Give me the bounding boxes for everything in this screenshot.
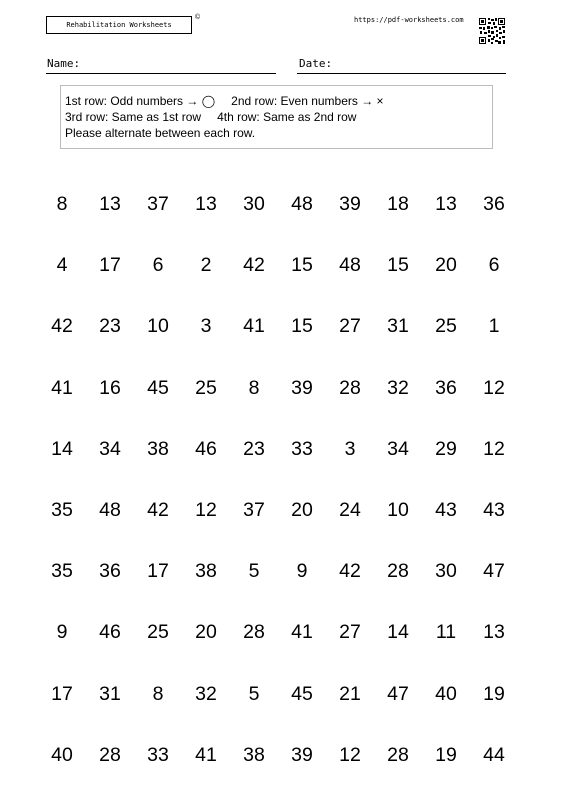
number-cell[interactable]: 32 [195, 682, 217, 705]
number-cell[interactable]: 41 [51, 376, 73, 399]
number-cell[interactable]: 33 [291, 437, 313, 460]
number-cell[interactable]: 36 [99, 560, 121, 583]
number-cell[interactable]: 41 [243, 315, 265, 338]
number-cell[interactable]: 9 [296, 560, 308, 583]
date-label: Date: [299, 57, 333, 70]
number-cell[interactable]: 44 [483, 743, 505, 766]
instructions-box [60, 85, 493, 149]
instruction-row3: 3rd row: Same as 1st row [65, 110, 202, 124]
number-cell[interactable]: 20 [435, 254, 457, 277]
instruction-line-1 [65, 93, 492, 109]
number-cell[interactable]: 8 [56, 193, 68, 216]
number-cell[interactable]: 36 [483, 193, 505, 216]
number-cell[interactable]: 38 [243, 743, 265, 766]
number-cell[interactable]: 38 [195, 560, 217, 583]
number-cell[interactable]: 28 [387, 743, 409, 766]
number-cell[interactable]: 17 [99, 254, 121, 277]
number-cell[interactable]: 45 [147, 376, 169, 399]
number-cell[interactable]: 41 [195, 743, 217, 766]
number-cell[interactable]: 30 [243, 193, 265, 216]
instruction-row2: 2nd row: Even numbers → × [231, 94, 384, 108]
number-cell[interactable]: 6 [488, 254, 500, 277]
number-cell[interactable]: 41 [291, 621, 313, 644]
copyright-symbol: © [195, 14, 201, 21]
number-cell[interactable]: 24 [339, 499, 361, 522]
number-grid [38, 174, 518, 786]
number-cell[interactable]: 43 [435, 499, 457, 522]
number-cell[interactable]: 39 [291, 743, 313, 766]
number-cell[interactable]: 39 [339, 193, 361, 216]
qr-code-icon [479, 18, 505, 44]
number-cell[interactable]: 33 [147, 743, 169, 766]
number-cell[interactable]: 17 [147, 560, 169, 583]
number-cell[interactable]: 39 [291, 376, 313, 399]
number-cell[interactable]: 17 [51, 682, 73, 705]
number-cell[interactable]: 9 [56, 621, 68, 644]
number-cell[interactable]: 12 [339, 743, 361, 766]
number-cell[interactable]: 37 [147, 193, 169, 216]
number-cell[interactable]: 28 [243, 621, 265, 644]
number-cell[interactable]: 42 [147, 499, 169, 522]
number-cell[interactable]: 5 [248, 560, 260, 583]
number-cell[interactable]: 6 [152, 254, 164, 277]
number-cell[interactable]: 46 [99, 621, 121, 644]
number-cell[interactable]: 12 [483, 376, 505, 399]
number-cell[interactable]: 3 [344, 437, 356, 460]
number-cell[interactable]: 28 [339, 376, 361, 399]
number-cell[interactable]: 42 [51, 315, 73, 338]
number-cell[interactable]: 13 [195, 193, 217, 216]
number-cell[interactable]: 40 [435, 682, 457, 705]
number-cell[interactable]: 31 [99, 682, 121, 705]
number-cell[interactable]: 27 [339, 315, 361, 338]
number-cell[interactable]: 10 [387, 499, 409, 522]
number-cell[interactable]: 48 [99, 499, 121, 522]
number-cell[interactable]: 34 [387, 437, 409, 460]
worksheet-title: Rehabilitation Worksheets [46, 16, 192, 34]
number-cell[interactable]: 8 [152, 682, 164, 705]
number-cell[interactable]: 14 [51, 437, 73, 460]
number-cell[interactable]: 8 [248, 376, 260, 399]
number-cell[interactable]: 36 [435, 376, 457, 399]
number-cell[interactable]: 35 [51, 499, 73, 522]
number-cell[interactable]: 46 [195, 437, 217, 460]
number-cell[interactable]: 28 [99, 743, 121, 766]
number-cell[interactable]: 3 [200, 315, 212, 338]
number-cell[interactable]: 12 [483, 437, 505, 460]
number-cell[interactable]: 10 [147, 315, 169, 338]
number-cell[interactable]: 25 [147, 621, 169, 644]
number-cell[interactable]: 30 [435, 560, 457, 583]
number-cell[interactable]: 25 [435, 315, 457, 338]
name-label: Name: [47, 57, 81, 70]
number-cell[interactable]: 31 [387, 315, 409, 338]
number-cell[interactable]: 25 [195, 376, 217, 399]
number-cell[interactable]: 40 [51, 743, 73, 766]
number-cell[interactable]: 5 [248, 682, 260, 705]
number-cell[interactable]: 15 [291, 254, 313, 277]
number-cell[interactable]: 16 [99, 376, 121, 399]
number-cell[interactable]: 38 [147, 437, 169, 460]
number-cell[interactable]: 20 [195, 621, 217, 644]
number-cell[interactable]: 2 [200, 254, 212, 277]
number-cell[interactable]: 47 [483, 560, 505, 583]
number-cell[interactable]: 34 [99, 437, 121, 460]
instruction-line-3: Please alternate between each row. [65, 126, 256, 140]
instruction-line-2 [65, 109, 492, 125]
number-cell[interactable]: 29 [435, 437, 457, 460]
number-cell[interactable]: 32 [387, 376, 409, 399]
number-cell[interactable]: 15 [387, 254, 409, 277]
number-cell[interactable]: 23 [243, 437, 265, 460]
number-cell[interactable]: 48 [339, 254, 361, 277]
number-cell[interactable]: 18 [387, 193, 409, 216]
date-field[interactable] [297, 73, 506, 74]
number-cell[interactable]: 19 [435, 743, 457, 766]
number-cell[interactable]: 1 [488, 315, 500, 338]
number-cell[interactable]: 12 [195, 499, 217, 522]
instruction-row4: 4th row: Same as 2nd row [217, 110, 357, 124]
number-cell[interactable]: 35 [51, 560, 73, 583]
number-cell[interactable]: 15 [291, 315, 313, 338]
number-cell[interactable]: 45 [291, 682, 313, 705]
number-cell[interactable]: 23 [99, 315, 121, 338]
number-cell[interactable]: 43 [483, 499, 505, 522]
number-cell[interactable]: 37 [243, 499, 265, 522]
number-cell[interactable]: 11 [435, 621, 457, 644]
number-cell[interactable]: 42 [243, 254, 265, 277]
number-cell[interactable]: 42 [339, 560, 361, 583]
number-cell[interactable]: 13 [483, 621, 505, 644]
number-cell[interactable]: 27 [339, 621, 361, 644]
number-cell[interactable]: 13 [435, 193, 457, 216]
number-cell[interactable]: 20 [291, 499, 313, 522]
number-cell[interactable]: 13 [99, 193, 121, 216]
number-cell[interactable]: 28 [387, 560, 409, 583]
number-cell[interactable]: 21 [339, 682, 361, 705]
number-cell[interactable]: 14 [387, 621, 409, 644]
site-url: https://pdf-worksheets.com [354, 16, 464, 24]
name-field[interactable] [46, 73, 276, 74]
instruction-row1: 1st row: Odd numbers → ◯ [65, 94, 216, 108]
number-cell[interactable]: 19 [483, 682, 505, 705]
number-cell[interactable]: 48 [291, 193, 313, 216]
number-cell[interactable]: 4 [56, 254, 68, 277]
number-cell[interactable]: 47 [387, 682, 409, 705]
